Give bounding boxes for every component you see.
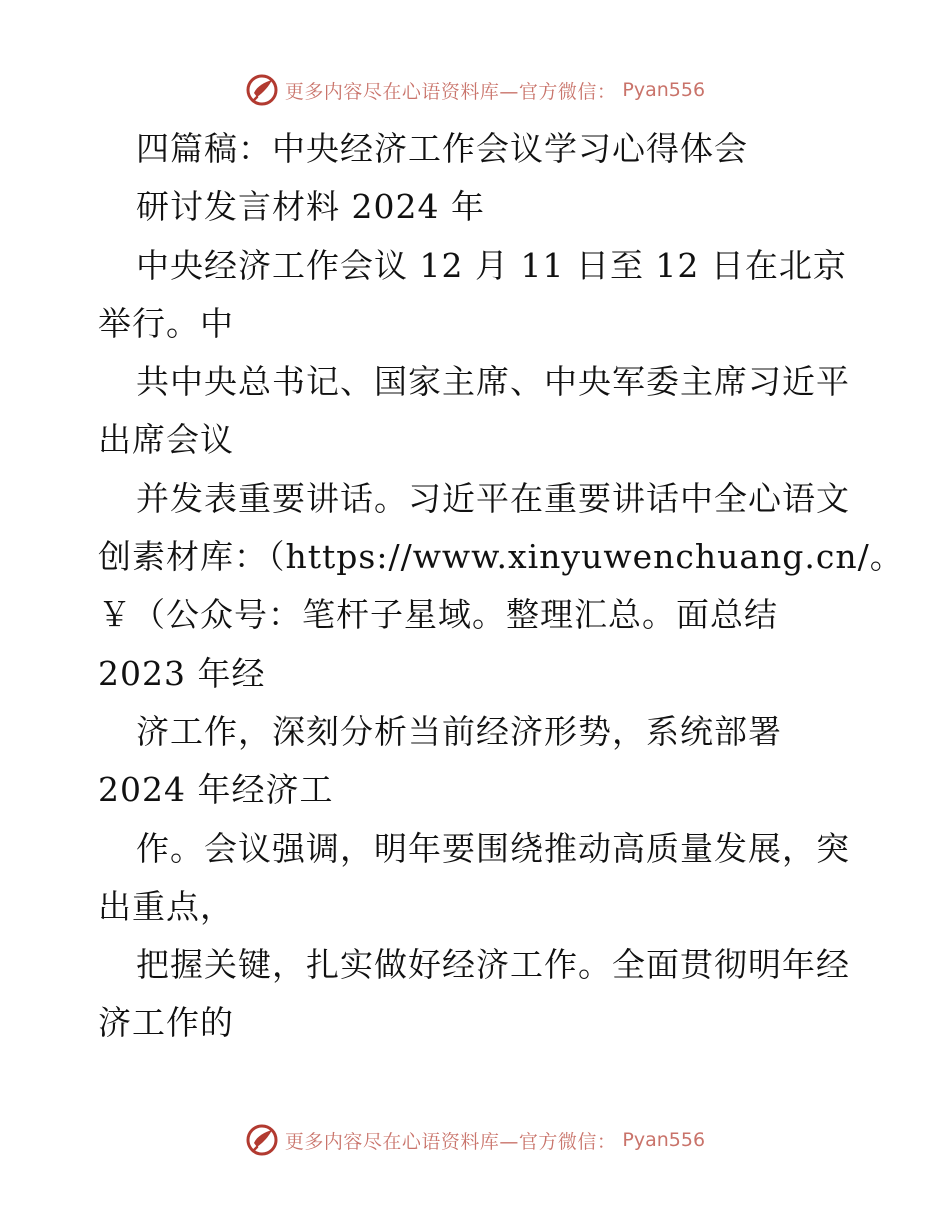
text-line: 把握关键，扎实做好经济工作。全面贯彻明年经 xyxy=(136,945,850,985)
text-line: 作。会议强调，明年要围绕推动高质量发展，突 xyxy=(136,828,850,868)
text-line: 创素材库：（https://www.xinyuwenchuang.cn/。 xyxy=(98,537,904,577)
text-line: 中央经济工作会议 12 月 11 日至 12 日在北京 xyxy=(136,245,847,285)
text-line: 研讨发言材料 2024 年 xyxy=(136,187,485,227)
footer-wechat-id: Pyan556 xyxy=(622,1129,706,1151)
footer-banner-text: 更多内容尽在心语资料库—官方微信： xyxy=(284,1130,617,1153)
brand-logo-icon xyxy=(245,1123,279,1157)
text-line: 四篇稿：中央经济工作会议学习心得体会 xyxy=(136,129,748,168)
text-line: 2024 年经济工 xyxy=(98,770,334,810)
text-line: 济工作的 xyxy=(98,1003,234,1043)
brand-logo-icon xyxy=(245,73,279,107)
text-line: 出重点， xyxy=(98,886,234,926)
text-line: 举行。中 xyxy=(98,303,234,343)
text-line: 出席会议 xyxy=(98,420,234,460)
header-banner-text: 更多内容尽在心语资料库—官方微信： xyxy=(284,80,617,103)
header-wechat-id: Pyan556 xyxy=(622,79,706,101)
text-line: 共中央总书记、国家主席、中央军委主席习近平 xyxy=(136,362,850,402)
footer-banner xyxy=(0,1120,950,1160)
document-body xyxy=(98,120,904,1053)
text-line: 济工作，深刻分析当前经济形势，系统部署 xyxy=(136,711,782,751)
text-line: 2023 年经 xyxy=(98,653,266,693)
header-banner xyxy=(0,70,950,110)
text-line: ￥（公众号：笔杆子星域。整理汇总。面总结 xyxy=(98,595,778,635)
text-line: 并发表重要讲话。习近平在重要讲话中全心语文 xyxy=(136,478,850,518)
